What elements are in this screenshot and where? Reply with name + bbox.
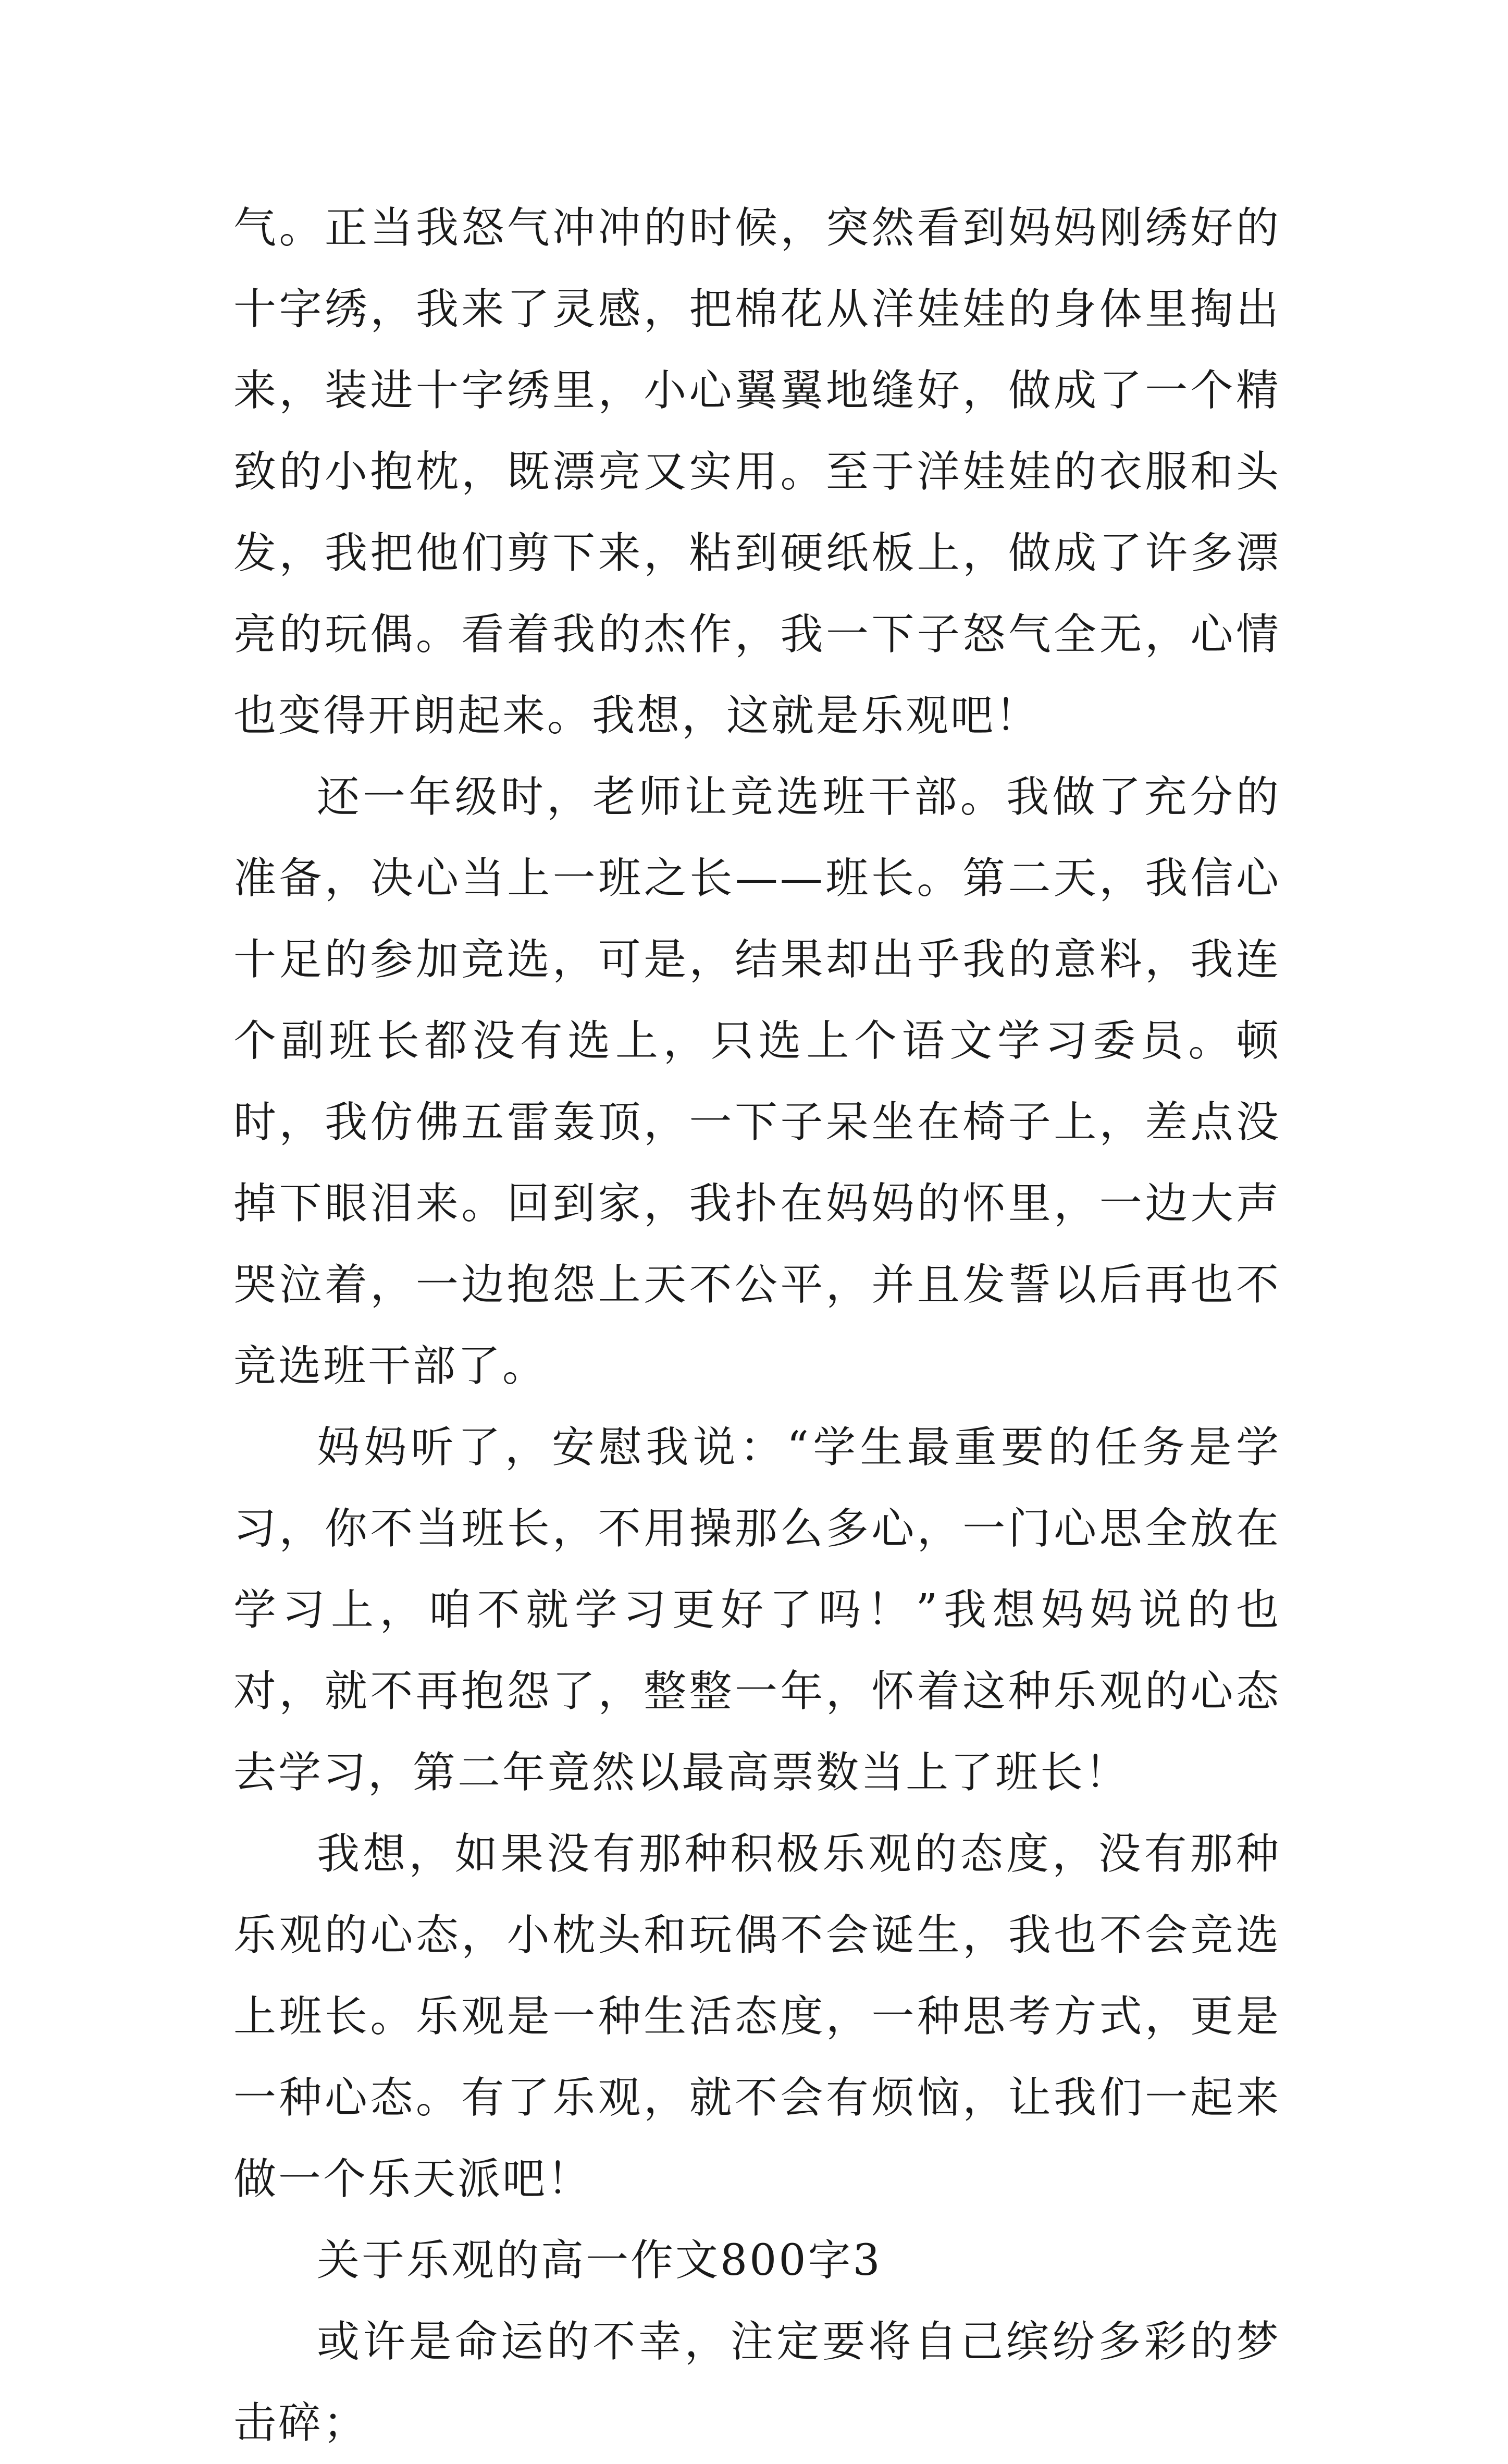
paragraph-2: 还一年级时，老师让竞选班干部。我做了充分的准备，决心当上一班之长——班长。第二天，我信心十足的参加竞选，可是，结果却出乎我的意料，我连个副班长都没有选上，只选上个语文学习委员。顿时，我仿佛五雷轰顶，一下子呆坐在椅子上，差点没掉下眼泪来。回到家，我扑在妈妈的怀里，一边大声哭泣着，一边抱怨上天不公平，并且发誓以后再也不竞选班干部了。: [233, 772, 1281, 1391]
document-body: [233, 188, 1281, 2464]
paragraph-3: 妈妈听了，安慰我说：“学生最重要的任务是学习，你不当班长，不用操那么多心，一门心思全放在学习上，咱不就学习更好了吗！”我想妈妈说的也对，就不再抱怨了，整整一年，怀着这种乐观的心态去学习，第二年竟然以最高票数当上了班长！: [233, 1423, 1281, 1797]
paragraph-5: 或许是命运的不幸，注定要将自己缤纷多彩的梦击碎；: [233, 2317, 1281, 2448]
essay-heading: 关于乐观的高一作文800字3: [317, 2236, 882, 2285]
paragraph-4: 我想，如果没有那种积极乐观的态度，没有那种乐观的心态，小枕头和玩偶不会诞生，我也不会竞选上班长。乐观是一种生活态度，一种思考方式，更是一种心态。有了乐观，就不会有烦恼，让我们一起来做一个乐天派吧！: [233, 1829, 1281, 2204]
paragraph-1: 气。正当我怒气冲冲的时候，突然看到妈妈刚绣好的十字绣，我来了灵感，把棉花从洋娃娃的身体里掏出来，装进十字绣里，小心翼翼地缝好，做成了一个精致的小抱枕，既漂亮又实用。至于洋娃娃的衣服和头发，我把他们剪下来，粘到硬纸板上，做成了许多漂亮的玩偶。看着我的杰作，我一下子怒气全无，心情也变得开朗起来。我想，这就是乐观吧！: [233, 203, 1281, 741]
